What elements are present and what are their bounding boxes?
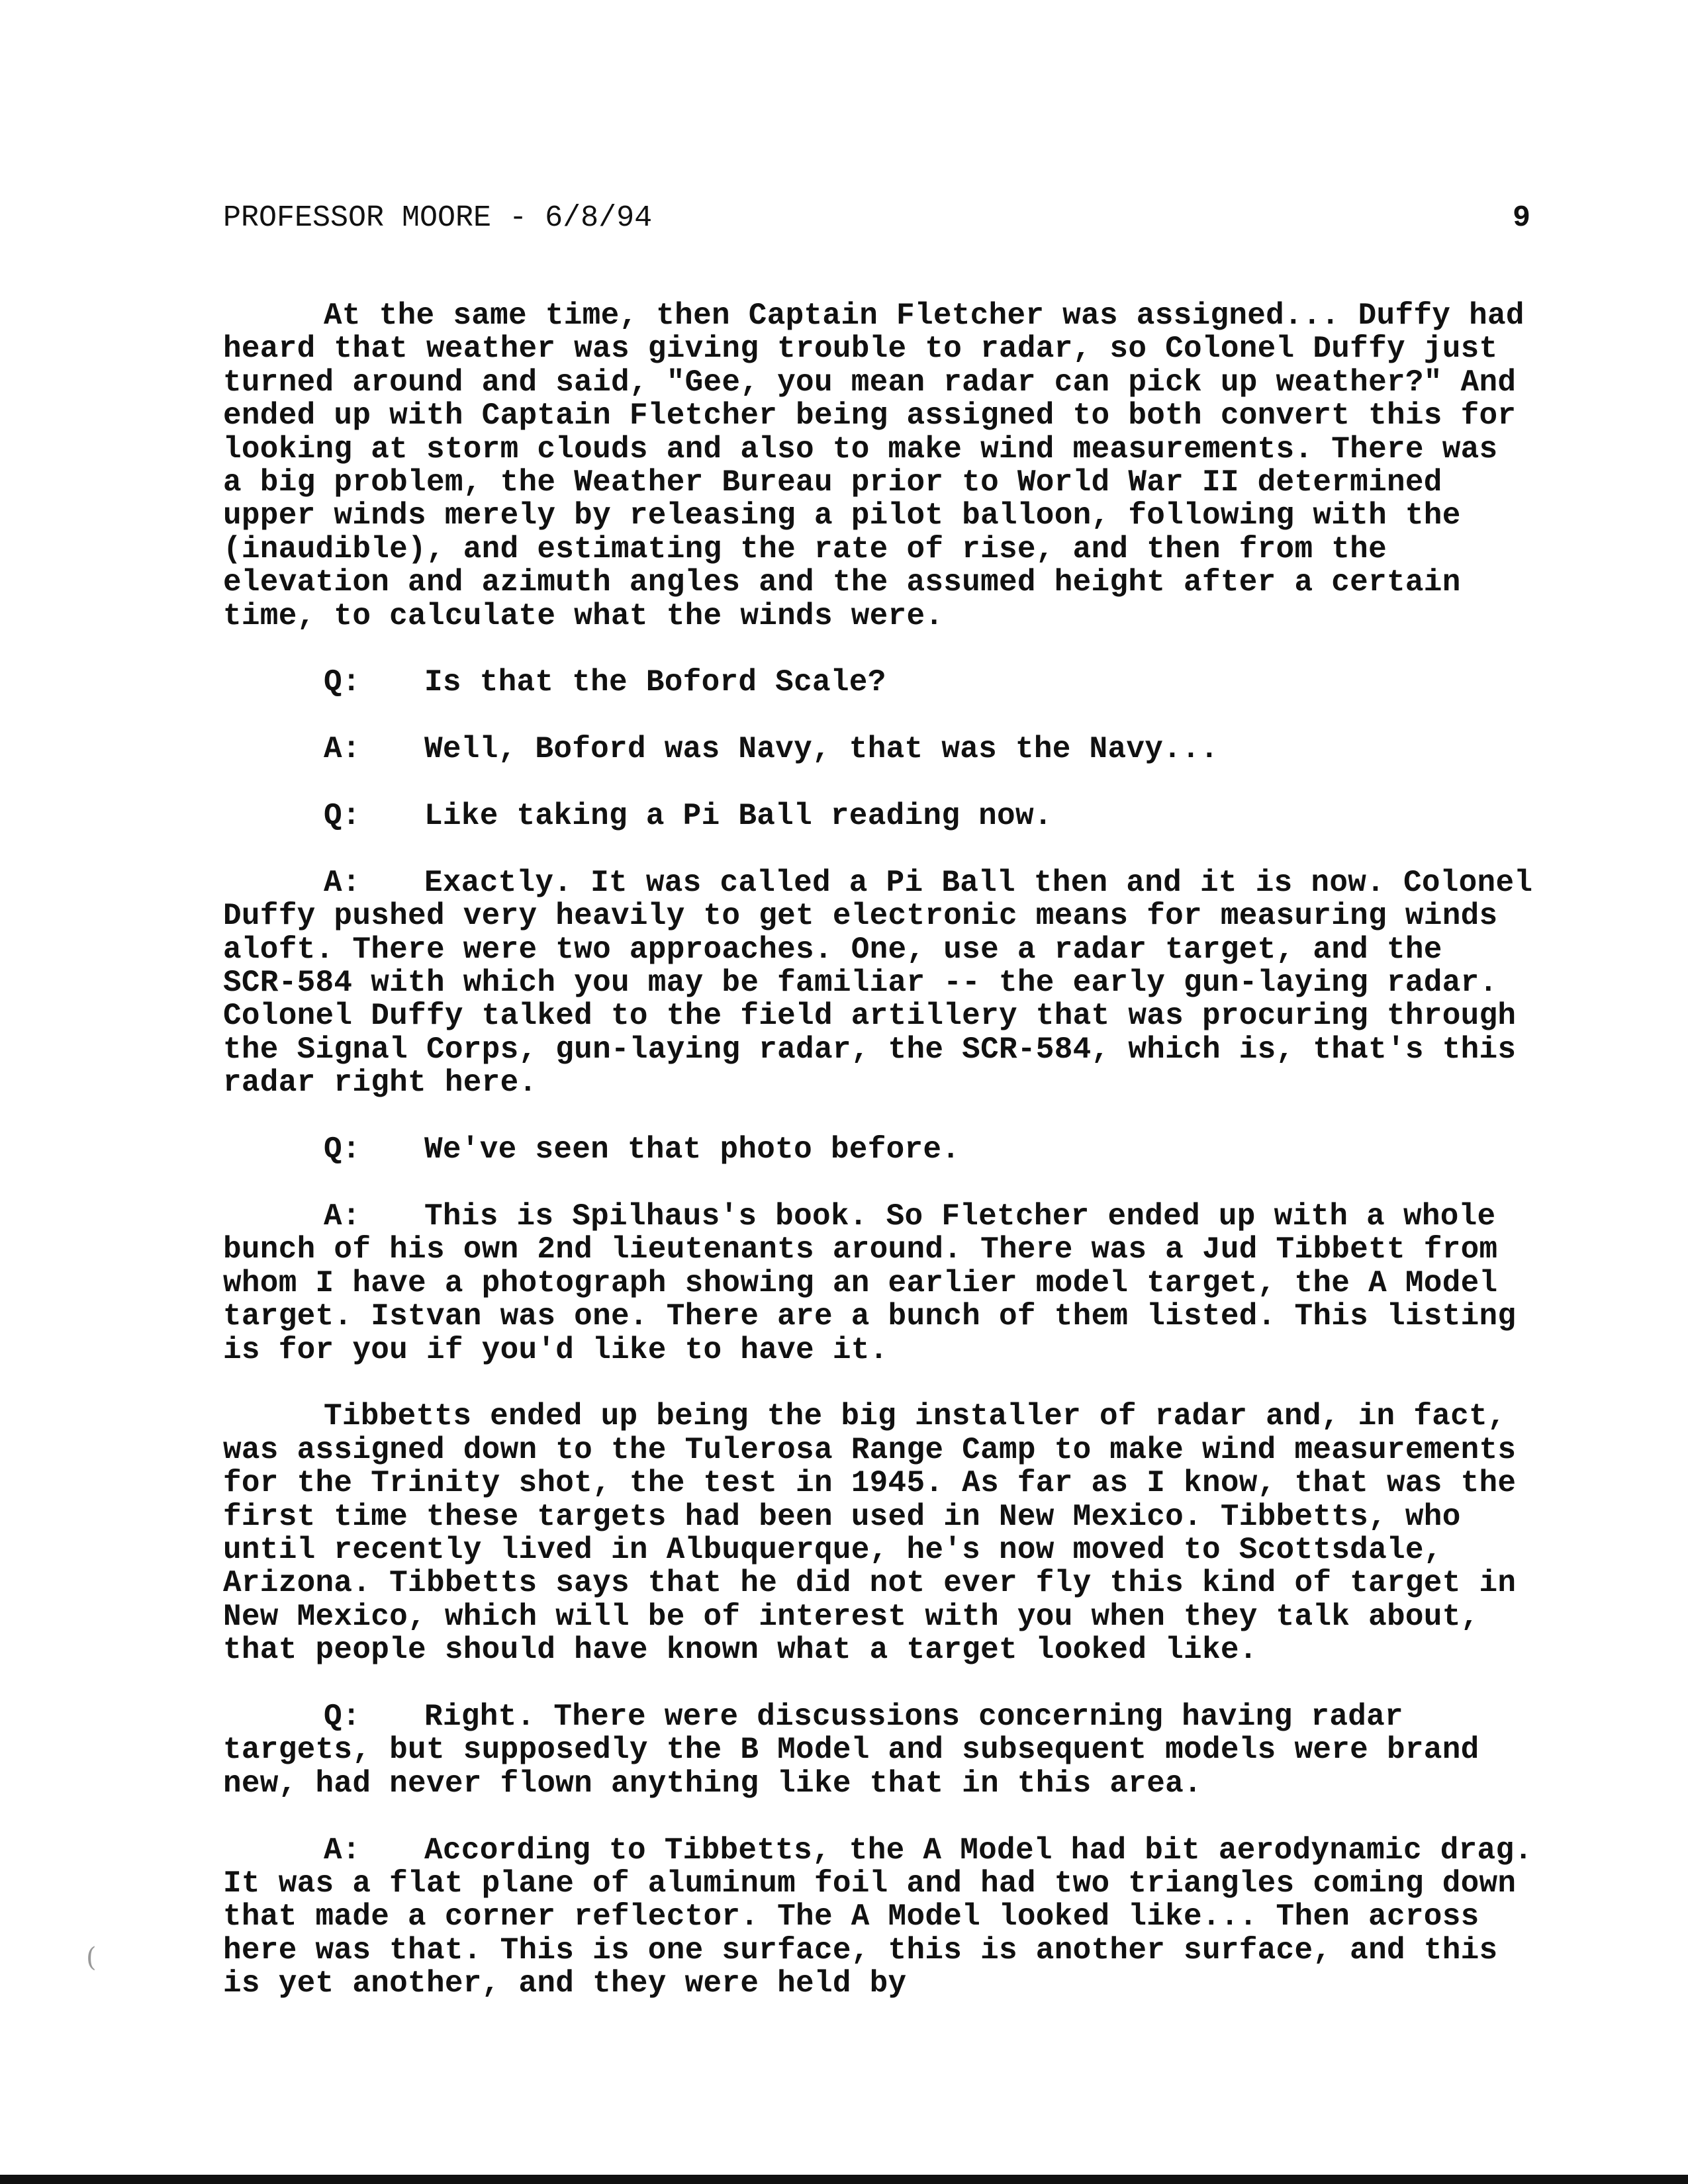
paragraph-text: At the same time, then Captain Fletcher was assigned... Duffy had heard that weather was giving trouble to radar, so Colonel Duffy just turned around and said, "Gee, you mean radar can pick up weather?" And ended up with Captain Fletcher being assigned to both convert this for looking at storm clouds and also to make wind measurements. There was a big problem, the Weather Bureau prior to World War II determined upper winds merely by releasing a pilot balloon, following with the (inaudible), and estimating the rate of rise, and then from the elevation and azimuth angles and the assumed height after a certain time, to calculate what the winds were. (223, 298, 1524, 633)
speaker-label: Q: (324, 1132, 361, 1167)
speaker-label: Q: (324, 799, 361, 834)
paragraph-prose (223, 1400, 1534, 1666)
speaker-label: A: (324, 1199, 361, 1234)
page-header (223, 199, 1530, 238)
paragraph-text: This is Spilhaus's book. So Fletcher ended up with a whole bunch of his own 2nd lieutenants around. There was a Jud Tibbett from whom I have a photograph showing an earlier model target, the A Model target. Istvan was one. There are a bunch of them listed. This listing is for you if you'd like to have it. (223, 1199, 1517, 1367)
qa-text: Like taking a Pi Ball reading now. (424, 799, 1053, 834)
qa-line-question (223, 799, 1534, 833)
paragraph-text: According to Tibbetts, the A Model had bit aerodynamic drag. It was a flat plane of aluminum foil and had two triangles coming down that made a corner reflector. The A Model looked like... Then across here was that. This is one surface, this is another surface, and this is yet another, and they were held by (223, 1833, 1533, 2001)
speaker-label: A: (324, 1833, 361, 1868)
speaker-label: Q: (324, 665, 361, 700)
qa-text: We've seen that photo before. (424, 1132, 961, 1167)
speaker-label: Q: (324, 1699, 361, 1734)
qa-line-question (223, 1133, 1534, 1166)
paragraph-text: Tibbetts ended up being the big installer of radar and, in fact, was assigned down to the Tulerosa Range Camp to make wind measurements for the Trinity shot, the test in 1945. As far as I know, that was the first time these targets had been used in New Mexico. Tibbetts, who until recently lived in Albuquerque, he's now moved to Scottsdale, Arizona. Tibbetts says that he did not ever fly this kind of target in New Mexico, which will be of interest with you when they talk about, that people should have known what a target looked like. (223, 1399, 1517, 1668)
paragraph-prose (223, 299, 1534, 633)
paragraph-answer (223, 1200, 1534, 1367)
speaker-label: A: (324, 865, 361, 900)
qa-line-answer (223, 733, 1534, 766)
qa-text: Is that the Boford Scale? (424, 665, 886, 700)
margin-mark: ( (86, 1942, 97, 1973)
speaker-label: A: (324, 732, 361, 767)
qa-line-question (223, 666, 1534, 699)
page-number: 9 (1512, 201, 1530, 235)
paragraph-text: Exactly. It was called a Pi Ball then and it is now. Colonel Duffy pushed very heavily to get electronic means for measuring winds aloft. There were two approaches. One, use a radar target, and the SCR-584 with which you may be familiar -- the early gun-laying radar. Colonel Duffy talked to the field artillery that was procuring through the Signal Corps, gun-laying radar, the SCR-584, which is, that's this radar right here. (223, 865, 1533, 1101)
paragraph-answer (223, 866, 1534, 1100)
paragraph-answer (223, 1834, 1534, 2001)
paragraph-text: Right. There were discussions concerning having radar targets, but supposedly the B Model and subsequent models were brand new, had never flown anything like that in this area. (223, 1699, 1479, 1801)
paragraph-question (223, 1700, 1534, 1800)
bottom-scan-edge (0, 2175, 1688, 2184)
running-header-title: PROFESSOR MOORE - 6/8/94 (223, 201, 653, 235)
transcript-body (223, 299, 1534, 2034)
qa-text: Well, Boford was Navy, that was the Navy... (424, 732, 1219, 767)
